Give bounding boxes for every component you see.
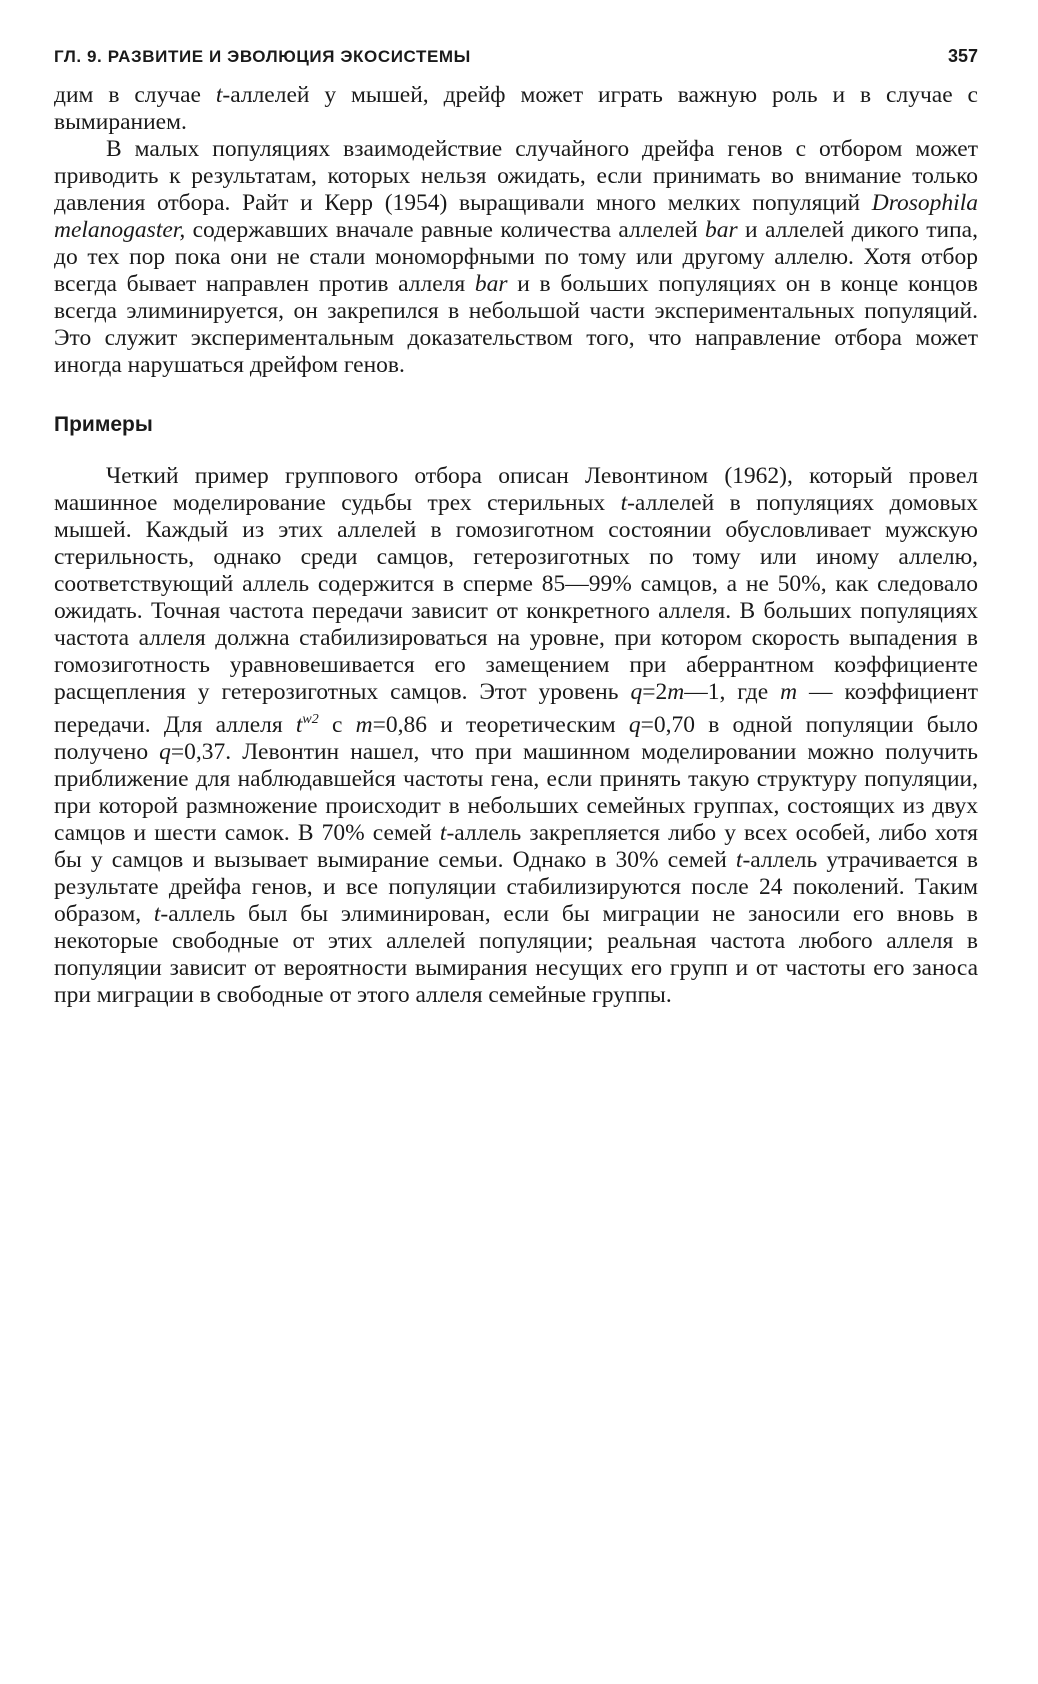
text-run: =0,37. Левонтин нашел, что при машинном моделировании можно получить приближение для наблюдавшейся частоты гена, если принять такую структуру популяции, при которой размножение происходит в небольших семейных группах, состоящих из двух самцов и шести самок. В 70% семей bbox=[54, 738, 978, 846]
text-run: содержавших вначале равные количества аллелей bbox=[185, 217, 706, 243]
text-run: =2 bbox=[642, 679, 668, 705]
italic-text: q bbox=[630, 679, 643, 705]
text-run: дим в случае bbox=[54, 82, 216, 108]
text-run: — коэффициент передачи. Для аллеля bbox=[54, 679, 978, 738]
paragraph bbox=[54, 136, 978, 379]
italic-text: bar bbox=[705, 217, 738, 243]
paragraph bbox=[54, 82, 978, 136]
running-header bbox=[54, 46, 978, 82]
text-run: -аллелей у мышей, дрейф может играть важную роль и в случае с вымиранием. bbox=[54, 82, 978, 135]
italic-text: t bbox=[439, 819, 447, 846]
text-run: с bbox=[318, 711, 356, 738]
italic-text: m bbox=[780, 679, 798, 705]
text-run: и в больших популяциях он в конце концов всегда элиминируется, он закрепился в небольшой части экспериментальных популяций. Это служит экспериментальным доказательством того, что направление отбора может иногда нарушаться дрейфом генов. bbox=[54, 271, 978, 378]
page-number: 357 bbox=[947, 46, 978, 66]
text-run: =0,70 в одной популяции было получено bbox=[54, 711, 979, 765]
italic-text: t bbox=[215, 82, 223, 108]
section-heading: Примеры bbox=[54, 413, 153, 436]
italic-text: t bbox=[295, 711, 303, 738]
italic-text: q bbox=[159, 738, 171, 765]
text-run: —1, где bbox=[684, 679, 781, 705]
italic-text: m bbox=[667, 679, 685, 705]
text-run: -аллелей в популяциях домовых мышей. Каждый из этих аллелей в гомозиготном состоянии обусловливает мужскую стерильность, однако среди самцов, гетерозиготных по тому или иному аллелю, соответствующий аллель содержится в сперме 85—99% самцов, а не 50%, как следовало ожидать. Точная частота передачи зависит от конкретного аллеля. В больших популяциях частота аллеля должна стабилизироваться на уровне, при котором скорость выпадения в гомозиготность уравновешивается его замещением при аберрантном коэффициенте расщепления у гетерозиготных самцов. Этот уровень bbox=[54, 490, 978, 705]
text-run: =0,86 и теоретическим bbox=[372, 711, 629, 738]
text-run: и аллелей дикого типа, до тех пор пока они не стали мономорфными по тому или другому аллелю. Хотя отбор всегда бывает направлен против аллеля bbox=[54, 217, 978, 297]
italic-text: t bbox=[735, 846, 743, 873]
italic-text: m bbox=[355, 711, 373, 738]
body-text bbox=[54, 82, 978, 1009]
superscript-text: w2 bbox=[302, 712, 319, 727]
text-run: -аллель закрепляется либо у всех особей, либо хотя бы у самцов и вызывает вымирание семьи. Однако в 30% семей bbox=[54, 819, 978, 873]
italic-text: t bbox=[153, 900, 161, 927]
italic-text: Drosophila melanogaster, bbox=[54, 190, 978, 243]
italic-text: bar bbox=[474, 271, 508, 297]
text-run: В малых популяциях взаимодействие случайного дрейфа генов с отбором может приводить к результатам, которых нельзя ожидать, если принимать во внимание только давления отбора. Райт и Керр (1954) выращивали много мелких популяций bbox=[54, 136, 978, 216]
paragraph bbox=[54, 463, 978, 1009]
text-run: -аллель был бы элиминирован, если бы миграции не заносили его вновь в некоторые свободные от этих аллелей популяции; реальная частота любого аллеля в популяции зависит от вероятности вымирания несущих его групп и от частоты его заноса при миграции в свободные от этого аллеля семейные группы. bbox=[54, 900, 978, 1008]
book-page bbox=[54, 46, 978, 1009]
text-run: Четкий пример группового отбора описан Левонтином (1962), который провел машинное моделирование судьбы трех стерильных bbox=[54, 463, 978, 516]
italic-text: q bbox=[628, 711, 641, 738]
chapter-running-title: ГЛ. 9. РАЗВИТИЕ И ЭВОЛЮЦИЯ ЭКОСИСТЕМЫ bbox=[54, 47, 471, 66]
italic-text: t bbox=[620, 490, 628, 516]
text-run: -аллель утрачивается в результате дрейфа генов, и все популяции стабилизируются после 24 поколений. Таким образом, bbox=[54, 846, 978, 927]
